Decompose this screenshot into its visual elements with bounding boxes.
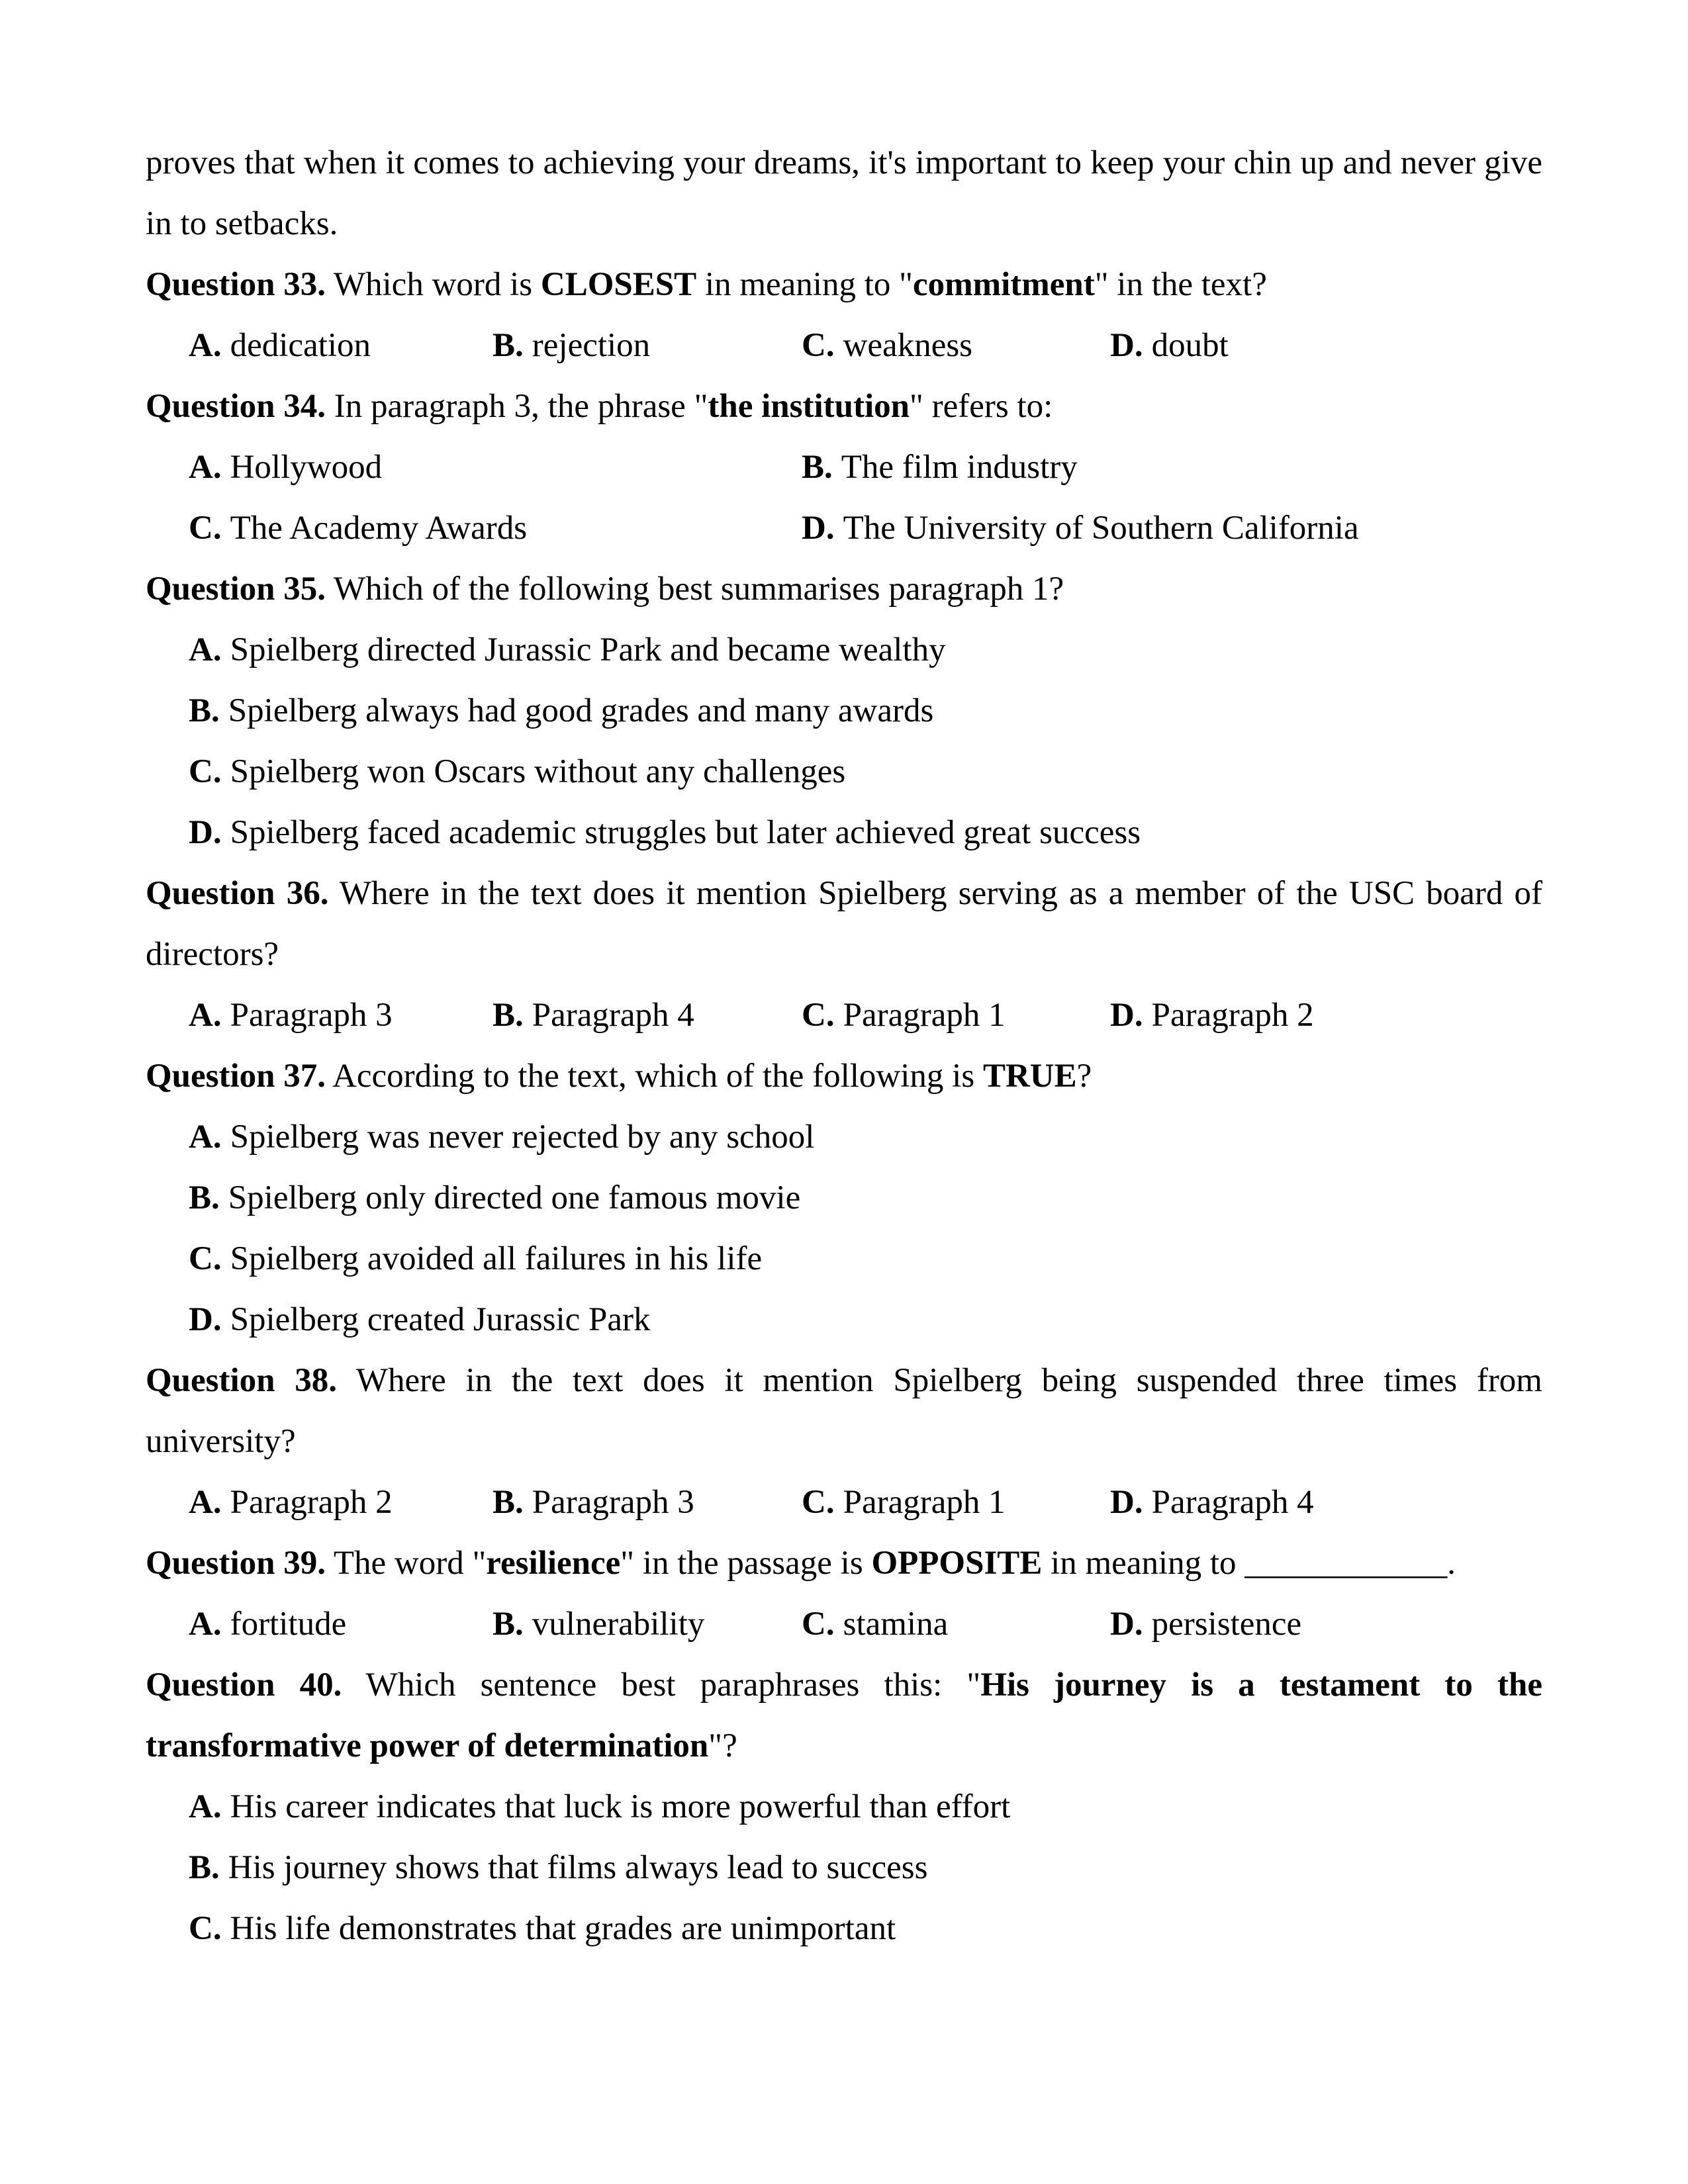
options-row <box>189 1594 1542 1655</box>
question-block-34 <box>146 376 1542 559</box>
option-text: Paragraph 3 <box>230 997 393 1034</box>
option-text: The Academy Awards <box>230 510 528 547</box>
option-label: C. <box>189 1910 222 1947</box>
option <box>189 741 1542 802</box>
option <box>189 985 492 1046</box>
option-text: doubt <box>1151 327 1229 364</box>
stem-text: Which of the following best summarises paragraph 1? <box>326 570 1064 608</box>
question-number: Question 39. <box>146 1545 326 1582</box>
option-text: vulnerability <box>532 1606 705 1643</box>
option-label: C. <box>802 1484 835 1521</box>
option-text: The film industry <box>841 449 1078 486</box>
option <box>189 437 802 498</box>
option-text: Spielberg always had good grades and many awards <box>228 692 934 729</box>
option-text: His life demonstrates that grades are unimportant <box>230 1910 896 1947</box>
stem-text: Where in the text does it mention Spielberg being suspended three times from university? <box>146 1362 1542 1460</box>
option-label: D. <box>1110 327 1143 364</box>
option-label: D. <box>1110 1606 1143 1643</box>
option-text: Spielberg faced academic struggles but later achieved great success <box>230 814 1141 851</box>
stem-text: ? <box>1076 1058 1092 1095</box>
option-text: Paragraph 4 <box>1151 1484 1314 1521</box>
option-label: B. <box>189 692 220 729</box>
option-label: B. <box>189 1849 220 1886</box>
option-label: B. <box>492 1484 524 1521</box>
option <box>189 1289 1542 1350</box>
question-number: Question 36. <box>146 875 329 912</box>
option-label: C. <box>802 1606 835 1643</box>
option-label: D. <box>1110 997 1143 1034</box>
option-label: C. <box>189 510 222 547</box>
option <box>189 1228 1542 1289</box>
question-number: Question 40. <box>146 1666 342 1704</box>
option-label: B. <box>189 1179 220 1216</box>
option-label: A. <box>189 1118 222 1156</box>
question-number: Question 33. <box>146 266 326 303</box>
option-text: Spielberg directed Jurassic Park and became wealthy <box>230 631 946 668</box>
option-text: weakness <box>843 327 973 364</box>
option-label: A. <box>189 327 222 364</box>
question-block-37 <box>146 1046 1542 1350</box>
question-block-36 <box>146 863 1542 1046</box>
question-stem <box>146 1533 1542 1594</box>
question-number: Question 35. <box>146 570 326 608</box>
option-text: Hollywood <box>230 449 383 486</box>
option <box>802 315 1110 376</box>
question-block-39 <box>146 1533 1542 1655</box>
option-label: D. <box>189 814 222 851</box>
option-label: A. <box>189 1606 222 1643</box>
stem-text: Which word is <box>326 266 541 303</box>
option-label: C. <box>802 997 835 1034</box>
option-text: Spielberg won Oscars without any challenges <box>230 753 846 790</box>
option-text: dedication <box>230 327 371 364</box>
question-stem <box>146 254 1542 315</box>
option <box>189 1107 1542 1167</box>
stem-text: " in the passage is <box>620 1545 872 1582</box>
stem-text: "? <box>708 1727 737 1764</box>
passage-text: proves that when it comes to achieving your dreams, it's important to keep your chin up and never give in to setbacks. <box>146 144 1542 242</box>
question-stem <box>146 376 1542 437</box>
question-number: Question 34. <box>146 388 326 425</box>
option-text: Paragraph 2 <box>1151 997 1314 1034</box>
stem-bold: commitment <box>912 266 1095 303</box>
question-stem <box>146 1655 1542 1776</box>
option-label: D. <box>802 510 835 547</box>
option <box>189 680 1542 741</box>
question-stem <box>146 1350 1542 1472</box>
question-stem <box>146 1046 1542 1107</box>
option <box>492 985 802 1046</box>
option <box>1110 1594 1542 1655</box>
option-label: A. <box>189 449 222 486</box>
option <box>189 498 802 559</box>
option-text: persistence <box>1151 1606 1302 1643</box>
option <box>802 985 1110 1046</box>
option-label: C. <box>189 1240 222 1277</box>
option <box>189 802 1542 863</box>
option-label: D. <box>189 1301 222 1338</box>
option <box>189 619 1542 680</box>
option <box>802 1594 1110 1655</box>
option <box>492 1472 802 1533</box>
stem-text: Which sentence best paraphrases this: " <box>342 1666 981 1704</box>
question-stem <box>146 559 1542 619</box>
option-text: stamina <box>843 1606 949 1643</box>
option-label: B. <box>492 1606 524 1643</box>
option-text: Spielberg created Jurassic Park <box>230 1301 651 1338</box>
option-label: A. <box>189 631 222 668</box>
option-text: Paragraph 3 <box>532 1484 694 1521</box>
option-text: The University of Southern California <box>843 510 1359 547</box>
option <box>492 1594 802 1655</box>
question-block-33 <box>146 254 1542 376</box>
options-row <box>189 1472 1542 1533</box>
passage-continuation <box>146 132 1542 254</box>
option-label: A. <box>189 1788 222 1825</box>
option-text: Spielberg only directed one famous movie <box>228 1179 801 1216</box>
option <box>189 1776 1542 1837</box>
stem-bold: resilience <box>486 1545 621 1582</box>
option-text: fortitude <box>230 1606 347 1643</box>
question-block-40 <box>146 1655 1542 1959</box>
question-stem <box>146 863 1542 985</box>
options-row <box>189 498 1542 559</box>
option-text: Paragraph 1 <box>843 1484 1006 1521</box>
option <box>802 437 1542 498</box>
option-text: Spielberg avoided all failures in his life <box>230 1240 763 1277</box>
option-text: Paragraph 4 <box>532 997 694 1034</box>
option-text: His career indicates that luck is more powerful than effort <box>230 1788 1011 1825</box>
option-label: B. <box>802 449 833 486</box>
option-label: C. <box>189 753 222 790</box>
options-row <box>189 437 1542 498</box>
option <box>189 1837 1542 1898</box>
stem-text: " in the text? <box>1094 266 1267 303</box>
stem-bold: His journey is a testament to the transformative power of determination <box>146 1666 1542 1764</box>
stem-text: According to the text, which of the following is <box>326 1058 983 1095</box>
option-text: His journey shows that films always lead to success <box>228 1849 928 1886</box>
stem-text: " refers to: <box>910 388 1053 425</box>
option-label: A. <box>189 1484 222 1521</box>
stem-bold: TRUE <box>982 1058 1077 1095</box>
option <box>1110 315 1542 376</box>
question-number: Question 38. <box>146 1362 338 1399</box>
option-text: rejection <box>532 327 651 364</box>
option <box>492 315 802 376</box>
option <box>1110 1472 1542 1533</box>
question-block-38 <box>146 1350 1542 1533</box>
option <box>189 1167 1542 1228</box>
question-number: Question 37. <box>146 1058 326 1095</box>
options-row <box>189 315 1542 376</box>
option-label: C. <box>802 327 835 364</box>
option-label: D. <box>1110 1484 1143 1521</box>
question-block-35 <box>146 559 1542 863</box>
options-row <box>189 985 1542 1046</box>
stem-text: In paragraph 3, the phrase " <box>326 388 708 425</box>
stem-bold: the institution <box>708 388 910 425</box>
option-text: Paragraph 1 <box>843 997 1006 1034</box>
option-label: A. <box>189 997 222 1034</box>
stem-text: in meaning to " <box>696 266 913 303</box>
option-label: B. <box>492 997 524 1034</box>
option-text: Paragraph 2 <box>230 1484 393 1521</box>
option <box>189 1594 492 1655</box>
stem-text: The word " <box>326 1545 487 1582</box>
option <box>1110 985 1542 1046</box>
option <box>189 315 492 376</box>
option <box>802 1472 1110 1533</box>
option <box>802 498 1542 559</box>
option <box>189 1898 1542 1959</box>
stem-bold: OPPOSITE <box>871 1545 1043 1582</box>
stem-text: Where in the text does it mention Spielberg serving as a member of the USC board of directors? <box>146 875 1542 973</box>
option-text: Spielberg was never rejected by any school <box>230 1118 815 1156</box>
stem-text-blank: in meaning to ____________. <box>1042 1545 1456 1582</box>
option-label: B. <box>492 327 524 364</box>
option <box>189 1472 492 1533</box>
stem-bold: CLOSEST <box>540 266 697 303</box>
